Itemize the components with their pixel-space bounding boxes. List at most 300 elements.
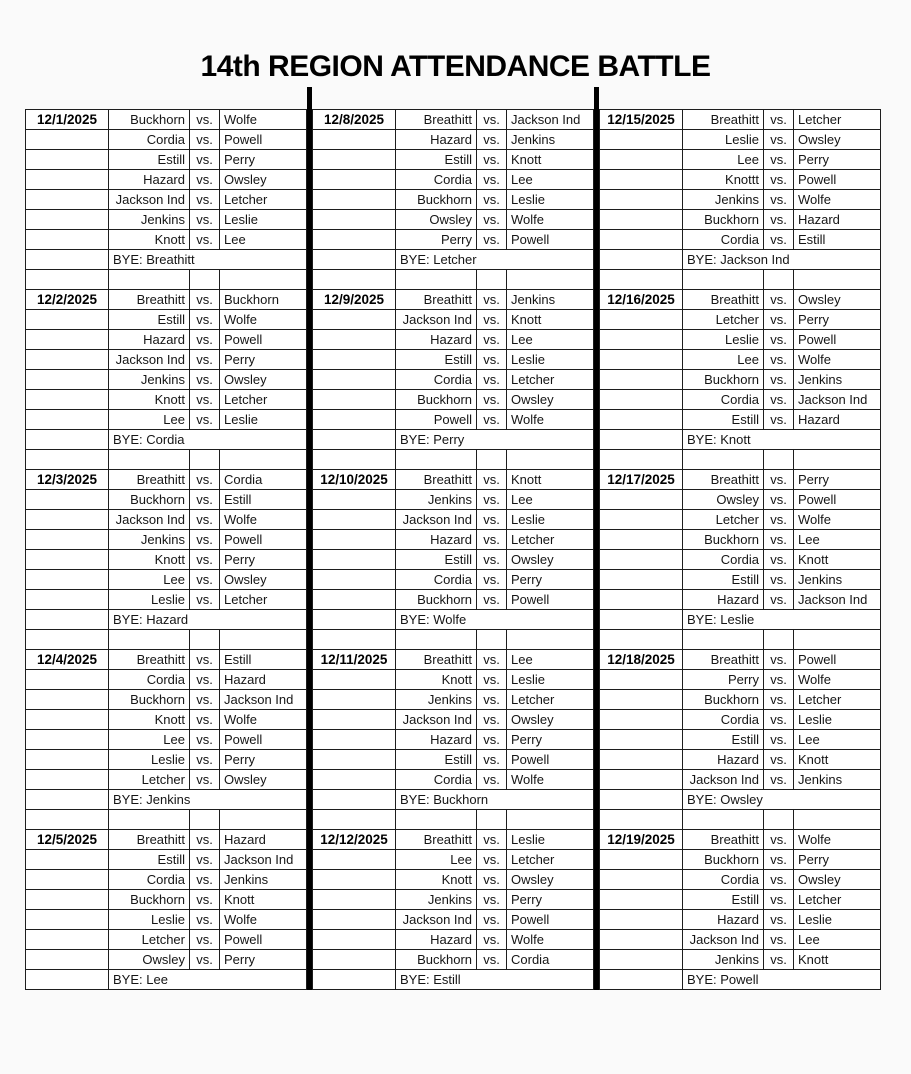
block-date-row (26, 110, 307, 130)
team-b-cell: Jackson Ind (507, 110, 594, 130)
team-a-cell: Leslie (683, 330, 764, 350)
bye-row (313, 250, 594, 270)
game-row (600, 870, 881, 890)
team-b-cell: Powell (220, 730, 307, 750)
game-row (600, 510, 881, 530)
game-row (26, 910, 307, 930)
vs-cell: vs. (764, 330, 794, 350)
team-b-cell: Powell (794, 330, 881, 350)
empty-cell (26, 630, 109, 650)
team-b-cell: Leslie (507, 190, 594, 210)
empty-date-cell (600, 530, 683, 550)
empty-cell (396, 270, 477, 290)
vs-cell: vs. (477, 570, 507, 590)
team-a-cell: Estill (683, 890, 764, 910)
game-row (600, 150, 881, 170)
empty-cell (764, 450, 794, 470)
date-cell: 12/11/2025 (313, 650, 396, 670)
vs-cell: vs. (764, 510, 794, 530)
empty-date-cell (313, 230, 396, 250)
team-b-cell: Jenkins (507, 130, 594, 150)
game-row (600, 350, 881, 370)
vs-cell: vs. (190, 850, 220, 870)
game-row (26, 190, 307, 210)
vs-cell: vs. (190, 110, 220, 130)
team-b-cell: Owsley (794, 130, 881, 150)
date-cell: 12/17/2025 (600, 470, 683, 490)
empty-date-cell (600, 150, 683, 170)
schedule-block (313, 650, 594, 830)
team-a-cell: Knottt (683, 170, 764, 190)
game-row (313, 510, 594, 530)
vs-cell: vs. (190, 910, 220, 930)
empty-cell (220, 450, 307, 470)
empty-date-cell (600, 930, 683, 950)
empty-date-cell (600, 350, 683, 370)
game-row (313, 410, 594, 430)
vs-cell: vs. (477, 690, 507, 710)
empty-date-cell (26, 490, 109, 510)
empty-date-cell (600, 430, 683, 450)
empty-date-cell (26, 130, 109, 150)
date-cell: 12/3/2025 (26, 470, 109, 490)
team-a-cell: Jackson Ind (683, 770, 764, 790)
team-a-cell: Hazard (683, 910, 764, 930)
game-row (313, 690, 594, 710)
empty-date-cell (313, 410, 396, 430)
empty-date-cell (313, 210, 396, 230)
vs-cell: vs. (477, 830, 507, 850)
vs-cell: vs. (764, 710, 794, 730)
empty-date-cell (600, 310, 683, 330)
team-b-cell: Perry (220, 950, 307, 970)
vs-cell: vs. (190, 130, 220, 150)
team-b-cell: Wolfe (794, 670, 881, 690)
team-b-cell: Powell (220, 530, 307, 550)
empty-date-cell (600, 550, 683, 570)
game-row (26, 130, 307, 150)
schedule-block (600, 110, 881, 290)
block-date-row (26, 470, 307, 490)
empty-date-cell (600, 850, 683, 870)
empty-cell (764, 810, 794, 830)
team-a-cell: Jackson Ind (396, 710, 477, 730)
team-b-cell: Wolfe (220, 510, 307, 530)
empty-cell (313, 630, 396, 650)
vs-cell: vs. (764, 130, 794, 150)
empty-date-cell (600, 130, 683, 150)
vs-cell: vs. (190, 550, 220, 570)
team-a-cell: Cordia (396, 370, 477, 390)
team-b-cell: Letcher (794, 690, 881, 710)
empty-date-cell (600, 230, 683, 250)
empty-cell (764, 630, 794, 650)
team-a-cell: Jenkins (109, 530, 190, 550)
game-row (313, 910, 594, 930)
team-b-cell: Lee (794, 730, 881, 750)
spacer-row (26, 450, 307, 470)
empty-cell (190, 810, 220, 830)
team-b-cell: Jenkins (507, 290, 594, 310)
schedule-block (313, 110, 594, 290)
team-a-cell: Buckhorn (683, 850, 764, 870)
vs-cell: vs. (477, 290, 507, 310)
empty-date-cell (26, 190, 109, 210)
schedule-table (25, 109, 307, 990)
game-row (26, 390, 307, 410)
team-a-cell: Estill (683, 730, 764, 750)
vs-cell: vs. (477, 710, 507, 730)
empty-date-cell (26, 910, 109, 930)
team-b-cell: Estill (220, 650, 307, 670)
game-row (600, 310, 881, 330)
bye-cell: BYE: Jenkins (109, 790, 307, 810)
vs-cell: vs. (477, 850, 507, 870)
game-row (26, 690, 307, 710)
bye-row (313, 970, 594, 990)
vs-cell: vs. (190, 230, 220, 250)
empty-date-cell (26, 870, 109, 890)
spacer-row (313, 270, 594, 290)
game-row (600, 170, 881, 190)
team-a-cell: Buckhorn (683, 370, 764, 390)
block-date-row (600, 110, 881, 130)
team-b-cell: Hazard (220, 670, 307, 690)
team-a-cell: Letcher (683, 510, 764, 530)
team-b-cell: Estill (794, 230, 881, 250)
team-b-cell: Letcher (507, 370, 594, 390)
schedule-column-3 (599, 109, 881, 990)
team-b-cell: Perry (507, 730, 594, 750)
bye-row (26, 430, 307, 450)
team-a-cell: Jenkins (109, 370, 190, 390)
empty-cell (190, 450, 220, 470)
vs-cell: vs. (477, 730, 507, 750)
bye-row (600, 250, 881, 270)
team-b-cell: Perry (794, 470, 881, 490)
vs-cell: vs. (764, 750, 794, 770)
vs-cell: vs. (190, 670, 220, 690)
block-date-row (313, 290, 594, 310)
block-date-row (313, 110, 594, 130)
empty-date-cell (313, 370, 396, 390)
bye-row (600, 430, 881, 450)
vs-cell: vs. (477, 930, 507, 950)
team-b-cell: Powell (507, 750, 594, 770)
team-a-cell: Cordia (109, 870, 190, 890)
schedule-block (26, 830, 307, 990)
vs-cell: vs. (190, 770, 220, 790)
game-row (313, 170, 594, 190)
vs-cell: vs. (477, 190, 507, 210)
schedule-block (313, 830, 594, 990)
vs-cell: vs. (764, 490, 794, 510)
bye-row (26, 250, 307, 270)
empty-cell (190, 630, 220, 650)
empty-date-cell (600, 670, 683, 690)
vs-cell: vs. (764, 390, 794, 410)
team-a-cell: Cordia (683, 550, 764, 570)
game-row (600, 770, 881, 790)
bye-cell: BYE: Lee (109, 970, 307, 990)
team-b-cell: Knott (794, 550, 881, 570)
team-b-cell: Wolfe (507, 770, 594, 790)
vs-cell: vs. (764, 170, 794, 190)
team-a-cell: Cordia (396, 170, 477, 190)
empty-cell (600, 270, 683, 290)
team-b-cell: Letcher (220, 390, 307, 410)
team-b-cell: Knott (794, 950, 881, 970)
vs-cell: vs. (190, 870, 220, 890)
vs-cell: vs. (477, 910, 507, 930)
block-date-row (600, 470, 881, 490)
team-b-cell: Wolfe (794, 830, 881, 850)
game-row (26, 410, 307, 430)
vs-cell: vs. (477, 130, 507, 150)
spacer-row (26, 810, 307, 830)
team-b-cell: Letcher (507, 530, 594, 550)
team-b-cell: Owsley (220, 170, 307, 190)
empty-date-cell (26, 350, 109, 370)
vs-cell: vs. (190, 690, 220, 710)
spacer-row (26, 270, 307, 290)
team-b-cell: Lee (507, 490, 594, 510)
team-b-cell: Lee (507, 650, 594, 670)
date-cell: 12/1/2025 (26, 110, 109, 130)
team-b-cell: Knott (507, 470, 594, 490)
team-b-cell: Wolfe (507, 210, 594, 230)
empty-date-cell (26, 230, 109, 250)
game-row (600, 190, 881, 210)
vs-cell: vs. (764, 290, 794, 310)
empty-cell (313, 270, 396, 290)
empty-date-cell (26, 390, 109, 410)
game-row (313, 870, 594, 890)
block-date-row (26, 290, 307, 310)
date-cell: 12/19/2025 (600, 830, 683, 850)
vs-cell: vs. (190, 930, 220, 950)
empty-cell (109, 270, 190, 290)
vs-cell: vs. (477, 590, 507, 610)
vs-cell: vs. (764, 730, 794, 750)
game-row (26, 890, 307, 910)
team-b-cell: Leslie (220, 210, 307, 230)
vs-cell: vs. (764, 770, 794, 790)
team-b-cell: Owsley (507, 870, 594, 890)
block-date-row (600, 830, 881, 850)
game-row (26, 850, 307, 870)
empty-date-cell (26, 890, 109, 910)
empty-date-cell (313, 330, 396, 350)
vs-cell: vs. (764, 830, 794, 850)
empty-cell (313, 450, 396, 470)
spacer-row (313, 630, 594, 650)
empty-cell (396, 450, 477, 470)
game-row (313, 370, 594, 390)
empty-date-cell (600, 790, 683, 810)
team-a-cell: Jackson Ind (396, 910, 477, 930)
game-row (313, 390, 594, 410)
team-b-cell: Letcher (507, 690, 594, 710)
empty-date-cell (600, 710, 683, 730)
game-row (600, 730, 881, 750)
empty-date-cell (313, 190, 396, 210)
team-b-cell: Leslie (507, 350, 594, 370)
vs-cell: vs. (477, 150, 507, 170)
game-row (26, 550, 307, 570)
team-b-cell: Knott (507, 150, 594, 170)
spacer-row (26, 630, 307, 650)
team-a-cell: Breathitt (109, 830, 190, 850)
game-row (26, 570, 307, 590)
schedule-block (600, 470, 881, 650)
empty-date-cell (313, 170, 396, 190)
team-b-cell: Perry (507, 890, 594, 910)
team-a-cell: Knott (396, 870, 477, 890)
vs-cell: vs. (764, 150, 794, 170)
empty-date-cell (313, 770, 396, 790)
game-row (26, 770, 307, 790)
game-row (600, 370, 881, 390)
team-a-cell: Owsley (683, 490, 764, 510)
vs-cell: vs. (477, 350, 507, 370)
vs-cell: vs. (477, 510, 507, 530)
date-cell: 12/8/2025 (313, 110, 396, 130)
team-a-cell: Buckhorn (396, 190, 477, 210)
team-a-cell: Cordia (683, 230, 764, 250)
game-row (600, 530, 881, 550)
team-b-cell: Owsley (220, 370, 307, 390)
team-a-cell: Jackson Ind (109, 510, 190, 530)
game-row (26, 710, 307, 730)
empty-cell (600, 450, 683, 470)
vs-cell: vs. (190, 570, 220, 590)
vs-cell: vs. (764, 890, 794, 910)
team-b-cell: Perry (794, 150, 881, 170)
empty-cell (683, 630, 764, 650)
game-row (600, 550, 881, 570)
vs-cell: vs. (190, 730, 220, 750)
vs-cell: vs. (477, 650, 507, 670)
empty-date-cell (26, 330, 109, 350)
team-a-cell: Cordia (683, 710, 764, 730)
game-row (313, 670, 594, 690)
empty-date-cell (600, 370, 683, 390)
empty-cell (109, 810, 190, 830)
empty-date-cell (313, 310, 396, 330)
game-row (26, 870, 307, 890)
team-b-cell: Hazard (794, 410, 881, 430)
team-a-cell: Breathitt (683, 470, 764, 490)
empty-date-cell (600, 730, 683, 750)
empty-date-cell (26, 550, 109, 570)
game-row (26, 150, 307, 170)
block-date-row (600, 290, 881, 310)
empty-date-cell (26, 730, 109, 750)
team-a-cell: Estill (396, 150, 477, 170)
empty-date-cell (26, 610, 109, 630)
vs-cell: vs. (190, 470, 220, 490)
team-a-cell: Breathitt (109, 290, 190, 310)
team-a-cell: Leslie (109, 910, 190, 930)
team-b-cell: Owsley (220, 570, 307, 590)
bye-row (313, 610, 594, 630)
team-b-cell: Owsley (220, 770, 307, 790)
empty-cell (683, 810, 764, 830)
team-a-cell: Knott (109, 710, 190, 730)
team-a-cell: Hazard (396, 730, 477, 750)
team-a-cell: Breathitt (396, 110, 477, 130)
empty-date-cell (600, 490, 683, 510)
team-b-cell: Wolfe (794, 350, 881, 370)
game-row (600, 210, 881, 230)
vs-cell: vs. (190, 510, 220, 530)
team-b-cell: Letcher (794, 890, 881, 910)
team-a-cell: Estill (683, 570, 764, 590)
vs-cell: vs. (477, 210, 507, 230)
team-a-cell: Hazard (109, 330, 190, 350)
team-b-cell: Hazard (220, 830, 307, 850)
game-row (26, 730, 307, 750)
game-row (600, 410, 881, 430)
vs-cell: vs. (764, 350, 794, 370)
empty-date-cell (313, 870, 396, 890)
game-row (26, 210, 307, 230)
vs-cell: vs. (477, 750, 507, 770)
bye-cell: BYE: Breathitt (109, 250, 307, 270)
empty-date-cell (600, 570, 683, 590)
schedule-block (26, 470, 307, 650)
vs-cell: vs. (764, 230, 794, 250)
empty-date-cell (600, 170, 683, 190)
bye-cell: BYE: Jackson Ind (683, 250, 881, 270)
empty-date-cell (26, 950, 109, 970)
bye-row (26, 610, 307, 630)
game-row (600, 230, 881, 250)
game-row (313, 530, 594, 550)
team-b-cell: Wolfe (507, 410, 594, 430)
empty-date-cell (313, 590, 396, 610)
team-b-cell: Owsley (507, 710, 594, 730)
game-row (26, 230, 307, 250)
team-b-cell: Perry (220, 350, 307, 370)
team-a-cell: Breathitt (109, 470, 190, 490)
vs-cell: vs. (477, 950, 507, 970)
team-a-cell: Lee (109, 410, 190, 430)
schedule-block (313, 290, 594, 470)
schedule-block (26, 110, 307, 290)
empty-date-cell (600, 970, 683, 990)
empty-cell (794, 270, 881, 290)
block-date-row (313, 650, 594, 670)
game-row (313, 550, 594, 570)
empty-date-cell (26, 850, 109, 870)
team-a-cell: Hazard (396, 930, 477, 950)
bye-cell: BYE: Perry (396, 430, 594, 450)
empty-cell (109, 450, 190, 470)
bye-cell: BYE: Wolfe (396, 610, 594, 630)
team-a-cell: Owsley (109, 950, 190, 970)
empty-date-cell (313, 690, 396, 710)
team-a-cell: Breathitt (396, 470, 477, 490)
vs-cell: vs. (477, 410, 507, 430)
empty-cell (764, 270, 794, 290)
team-a-cell: Jenkins (396, 890, 477, 910)
team-b-cell: Powell (220, 130, 307, 150)
game-row (26, 530, 307, 550)
empty-date-cell (600, 910, 683, 930)
empty-cell (794, 450, 881, 470)
